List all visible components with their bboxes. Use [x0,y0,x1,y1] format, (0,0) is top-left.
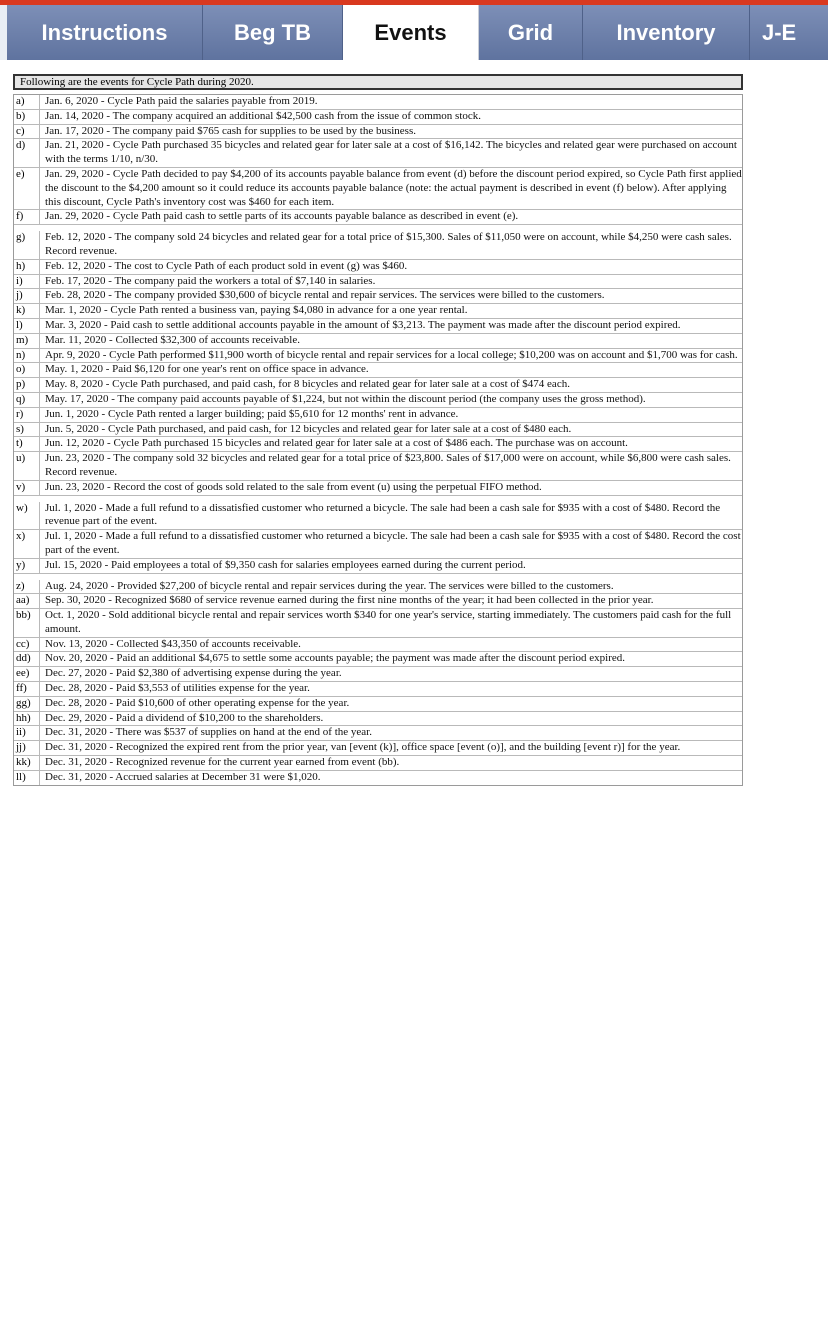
event-row [14,682,742,697]
event-label: q) [14,393,40,407]
event-text: Dec. 31, 2020 - Recognized revenue for the current year earned from event (bb). [45,756,400,769]
event-text: Feb. 12, 2020 - The cost to Cycle Path of each product sold in event (g) was $460. [45,259,408,272]
event-text: Feb. 28, 2020 - The company provided $30,600 of bicycle rental and repair services. The services were billed to the customers. [45,289,605,302]
event-text: Dec. 29, 2020 - Paid a dividend of $10,200 to the shareholders. [45,711,324,724]
event-text: Dec. 28, 2020 - Paid $10,600 of other operating expense for the year. [45,696,350,709]
events-sheet [13,74,743,786]
event-text: Nov. 13, 2020 - Collected $43,350 of accounts receivable. [45,637,301,650]
sheet-tab-bar [0,5,828,60]
event-row [14,95,742,110]
event-row [14,349,742,364]
event-row [14,423,742,438]
event-row [14,393,742,408]
event-label: i) [14,275,40,289]
event-label: dd) [14,652,40,666]
event-text: Feb. 12, 2020 - The company sold 24 bicycles and related gear for a total price of $15,300. Sales of $11,050 were on account, while $4,250 were cash sales. Record revenue. [45,231,732,257]
event-text: Jun. 1, 2020 - Cycle Path rented a larger building; paid $5,610 for 12 months' rent in advance. [45,407,459,420]
event-label: p) [14,378,40,392]
event-text: May. 17, 2020 - The company paid accounts payable of $1,224, but not within the discount period (the company uses the gross method). [45,392,646,405]
event-text: Dec. 31, 2020 - There was $537 of supplies on hand at the end of the year. [45,726,372,739]
events-table [13,94,743,786]
event-row [14,289,742,304]
event-label: j) [14,289,40,303]
event-label: y) [14,559,40,573]
event-label: aa) [14,594,40,608]
event-label: ee) [14,667,40,681]
event-text: Apr. 9, 2020 - Cycle Path performed $11,900 worth of bicycle rental and repair services for a local college; $10,200 was on account and $1,700 was for cash. [45,348,738,361]
event-label: x) [14,530,40,558]
event-label: f) [14,210,40,224]
event-label: z) [14,580,40,594]
event-label: b) [14,110,40,124]
event-label: kk) [14,756,40,770]
event-row [14,452,742,481]
event-row [14,304,742,319]
event-label: u) [14,452,40,480]
event-row [14,652,742,667]
event-row [14,741,742,756]
event-row [14,125,742,140]
event-text: Jan. 29, 2020 - Cycle Path decided to pay $4,200 of its accounts payable balance from event (d) before the discount period expired, so Cycle Path first applied the discount to the $4,200 amount so it could reduce its accounts payable balance (note: the actual payment is described in event (f) below). After applying this discount, Cycle Path's inventory cost was $460 for each item. [45,167,742,208]
tab-instructions[interactable]: Instructions [7,5,203,60]
event-row [14,378,742,393]
event-row [14,168,742,210]
tab-beg-tb[interactable]: Beg TB [203,5,343,60]
tab-grid[interactable]: Grid [479,5,583,60]
event-text: Aug. 24, 2020 - Provided $27,200 of bicycle rental and repair services during the year. The services were billed to the customers. [45,579,614,592]
event-label: jj) [14,741,40,755]
event-text: Dec. 27, 2020 - Paid $2,380 of advertising expense during the year. [45,667,342,680]
event-text: Jun. 5, 2020 - Cycle Path purchased, and paid cash, for 12 bicycles and related gear for later sale at a cost of $480 each. [45,422,572,435]
event-label: gg) [14,697,40,711]
event-text: Jan. 29, 2020 - Cycle Path paid cash to settle parts of its accounts payable balance as described in event (e). [45,210,519,223]
event-label: h) [14,260,40,274]
event-text: May. 8, 2020 - Cycle Path purchased, and paid cash, for 8 bicycles and related gear for later sale at a cost of $474 each. [45,378,570,391]
event-row [14,319,742,334]
event-label: w) [14,502,40,530]
event-label: c) [14,125,40,139]
event-label: k) [14,304,40,318]
event-row [14,260,742,275]
event-label: d) [14,139,40,167]
event-row [14,530,742,559]
event-text: Feb. 17, 2020 - The company paid the workers a total of $7,140 in salaries. [45,274,376,287]
event-label: a) [14,95,40,109]
event-row [14,437,742,452]
event-text: Mar. 1, 2020 - Cycle Path rented a business van, paying $4,080 in advance for a one year rental. [45,304,468,317]
event-row [14,726,742,741]
event-row [14,363,742,378]
event-label: hh) [14,712,40,726]
event-text: Dec. 28, 2020 - Paid $3,553 of utilities expense for the year. [45,682,310,695]
event-text: Jul. 1, 2020 - Made a full refund to a dissatisfied customer who returned a bicycle. The sale had been a cash sale for $935 with a cost of $480. Record the revenue part of the event. [45,501,721,528]
event-label: cc) [14,638,40,652]
event-text: Nov. 20, 2020 - Paid an additional $4,675 to settle some accounts payable; the payment was made after the discount period expired. [45,652,625,665]
tab-events[interactable]: Events [343,5,479,60]
event-row [14,481,742,496]
event-text: Jan. 6, 2020 - Cycle Path paid the salaries payable from 2019. [45,95,318,107]
events-header: Following are the events for Cycle Path during 2020. [13,74,743,90]
event-row [14,408,742,423]
event-row [14,697,742,712]
event-text: Jul. 1, 2020 - Made a full refund to a dissatisfied customer who returned a bicycle. The sale had been a cash sale for $935 with a cost of $480. Record the cost part of the event. [45,530,741,556]
event-text: May. 1, 2020 - Paid $6,120 for one year's rent on office space in advance. [45,363,369,376]
event-label: bb) [14,609,40,637]
event-row [14,667,742,682]
event-text: Jan. 21, 2020 - Cycle Path purchased 35 bicycles and related gear for later sale at a cost of $16,142. The bicycles and related gear were purchased on account with the terms 1/10, n/30. [45,139,737,166]
event-row [14,580,742,595]
tab-je[interactable]: J-E [750,5,828,60]
event-row [14,609,742,638]
event-text: Dec. 31, 2020 - Recognized the expired rent from the prior year, van [event (k)], office space [event (o)], and the building [event r)] for the year. [45,741,681,754]
event-text: Jun. 23, 2020 - The company sold 32 bicycles and related gear for a total price of $23,800. Sales of $17,000 were on account, while $6,800 were cash sales. Record revenue. [45,452,731,478]
event-row [14,756,742,771]
event-label: n) [14,349,40,363]
event-row [14,210,742,225]
event-text: Jan. 14, 2020 - The company acquired an additional $42,500 cash from the issue of common stock. [45,109,482,122]
event-row [14,712,742,727]
event-label: v) [14,481,40,495]
event-row [14,334,742,349]
event-row [14,275,742,290]
event-row [14,139,742,168]
event-row [14,594,742,609]
event-label: r) [14,408,40,422]
tab-inventory[interactable]: Inventory [583,5,750,60]
event-text: Jan. 17, 2020 - The company paid $765 cash for supplies to be used by the business. [45,124,416,137]
event-label: ii) [14,726,40,740]
event-label: s) [14,423,40,437]
event-label: t) [14,437,40,451]
event-row [14,559,742,574]
event-row [14,231,742,260]
event-label: ll) [14,771,40,785]
event-text: Mar. 11, 2020 - Collected $32,300 of accounts receivable. [45,333,300,346]
event-text: Sep. 30, 2020 - Recognized $680 of service revenue earned during the first nine months of the year; it had been collected in the prior year. [45,594,654,607]
event-row [14,638,742,653]
event-label: m) [14,334,40,348]
event-label: o) [14,363,40,377]
event-row [14,502,742,531]
event-text: Jun. 12, 2020 - Cycle Path purchased 15 bicycles and related gear for later sale at a cost of $486 each. The purchase was on account. [45,437,628,450]
event-row [14,771,742,785]
event-text: Mar. 3, 2020 - Paid cash to settle additional accounts payable in the amount of $3,213. The payment was made after the discount period expired. [45,318,681,331]
event-label: l) [14,319,40,333]
event-label: ff) [14,682,40,696]
event-text: Jul. 15, 2020 - Paid employees a total of $9,350 cash for salaries employees earned during the current period. [45,558,526,571]
event-text: Oct. 1, 2020 - Sold additional bicycle rental and repair services worth $340 for one year's service, starting immediately. The customers paid cash for the full amount. [45,609,732,635]
event-row [14,110,742,125]
event-label: g) [14,231,40,259]
event-text: Dec. 31, 2020 - Accrued salaries at December 31 were $1,020. [45,770,321,783]
event-text: Jun. 23, 2020 - Record the cost of goods sold related to the sale from event (u) using the perpetual FIFO method. [45,480,542,493]
event-label: e) [14,168,40,209]
